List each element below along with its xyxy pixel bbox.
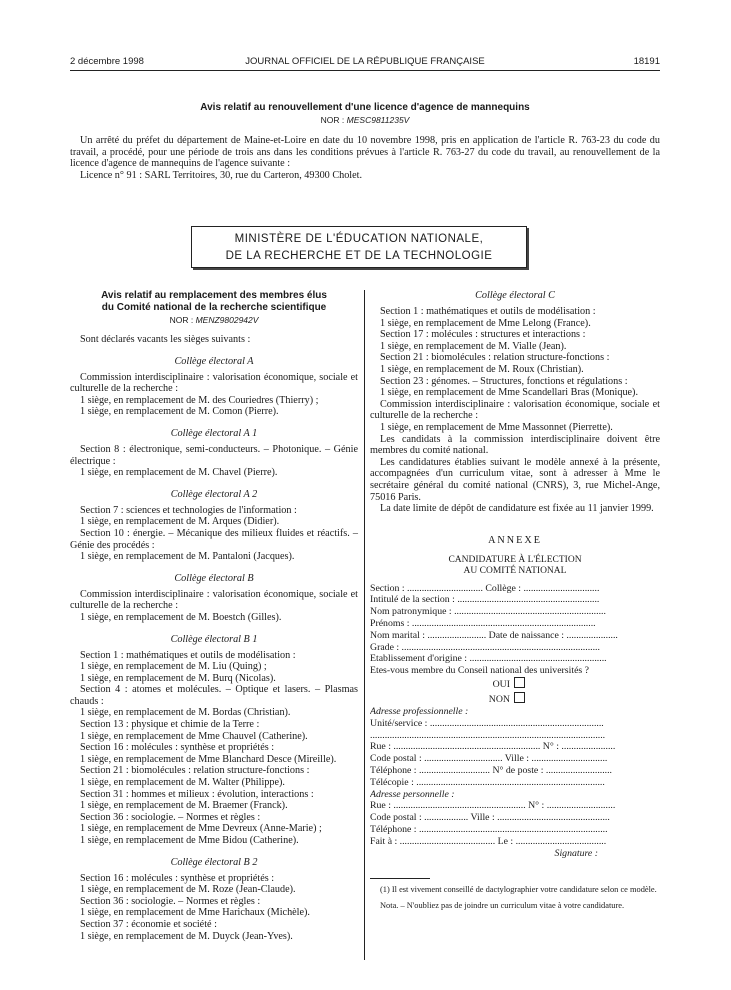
list-item: 1 siège, en remplacement de M. Pantaloni (Jacques). <box>80 551 295 563</box>
issue-date: 2 décembre 1998 <box>70 56 144 67</box>
list-item: Section 1 : mathématiques et outils de modélisation : <box>80 649 296 661</box>
list-item: Commission interdisciplinaire : valorisation économique, sociale et culturelle de la recherche : <box>70 588 358 612</box>
list-item: Section 17 : molécules : structures et interactions : <box>380 329 586 341</box>
list-item: 1 siège, en remplacement de M. Duyck (Jean-Yves). <box>80 930 293 942</box>
form-field-code-postal[interactable]: Code postal : ................................ Ville : ............................... <box>370 753 608 765</box>
list-item: 1 siège, en remplacement de Mme Bidou (Catherine). <box>80 835 299 846</box>
list-item: 1 siège, en remplacement de M. Bordas (Christian). <box>80 707 291 719</box>
form-field-nom-marital[interactable]: Nom marital : ........................ Date de naissance : ..................... <box>370 629 618 641</box>
intro-text: Sont déclarés vacants les sièges suivants : <box>80 334 251 345</box>
form-field-etablissement[interactable]: Etablissement d'origine : ........................................................ <box>370 653 607 665</box>
college-heading: Collège électoral A 2 <box>170 488 258 500</box>
list-item: 1 siège, en remplacement de M. Walter (Philippe). <box>80 777 285 789</box>
checkbox-icon[interactable] <box>514 677 525 688</box>
list-item: Section 21 : biomolécules : relation structure-fonctions : <box>80 765 310 777</box>
list-item: Section 21 : biomolécules : relation structure-fonctions : <box>380 352 610 364</box>
form-field-prenoms[interactable]: Prénoms : ........................................................................... <box>370 618 596 630</box>
adresse-perso-heading: Adresse personnelle : <box>370 788 455 800</box>
list-item: 1 siège, en remplacement de M. Roze (Jean-Claude). <box>80 884 296 896</box>
list-item: 1 siège, en remplacement de M. Comon (Pierre). <box>80 406 279 418</box>
college-heading: Collège électoral C <box>475 290 555 301</box>
notice-licence-entry: Licence n° 91 : SARL Territoires, 30, rue du Carteron, 49300 Cholet. <box>80 169 363 181</box>
header-rule <box>70 70 660 71</box>
list-item: 1 siège, en remplacement de M. Braemer (Franck). <box>80 800 288 812</box>
list-item: 1 siège, en remplacement de Mme Scandellari Bras (Monique). <box>380 387 638 399</box>
form-field-section[interactable]: Section : ............................... Collège : ............................... <box>370 582 600 594</box>
list-item: 1 siège, en remplacement de Mme Chauvel (Catherine). <box>80 730 308 742</box>
cnu-question: Etes-vous membre du Conseil national des universités ? <box>370 665 590 677</box>
page-header <box>70 56 660 70</box>
list-item: Section 1 : mathématiques et outils de modélisation : <box>380 306 596 317</box>
form-field-fait[interactable]: Fait à : ....................................... Le : ..................................... <box>370 835 607 847</box>
list-item: Section 10 : énergie. – Mécanique des milieux fluides et réactifs. – Génie des procédés : <box>70 527 358 551</box>
college-heading: Collège électoral B <box>174 572 254 584</box>
form-field-code-postal-perso[interactable]: Code postal : .................. Ville : .............................................. <box>370 812 610 824</box>
form-field-grade[interactable]: Grade : ................................................................................. <box>370 641 600 653</box>
college-heading: Collège électoral B 2 <box>170 856 258 868</box>
form-field-nom[interactable]: Nom patronymique : .............................................................. <box>370 606 606 618</box>
list-item: 1 siège, en remplacement de M. Boestch (Gilles). <box>80 611 282 623</box>
list-item: 1 siège, en remplacement de M. Vialle (Jean). <box>380 340 567 352</box>
notice-cnrs-nor: NOR : MENZ9802942V <box>169 315 259 325</box>
page-number: 18191 <box>633 56 660 67</box>
paragraph: Les candidats à la commission interdisciplinaire doivent être membres du comité national. <box>370 433 660 457</box>
notice-licence-title: Avis relatif au renouvellement d'une licence d'agence de mannequins <box>200 102 530 113</box>
list-item: 1 siège, en remplacement de M. Roux (Christian). <box>380 363 584 375</box>
signature-label: Signature : <box>554 847 598 859</box>
form-field-telephone[interactable]: Téléphone : ............................. N° de poste : ........................... <box>370 765 613 777</box>
list-item: Commission interdisciplinaire : valorisation économique, sociale et culturelle de la recherche : <box>70 371 358 395</box>
college-heading: Collège électoral A <box>174 355 254 367</box>
notice-licence-nor: NOR : MESC9811235V <box>320 115 410 125</box>
footnote-nota: Nota. – N'oubliez pas de joindre un curriculum vitae à votre candidature. <box>380 900 625 910</box>
candidature-title: CANDIDATURE À L'ÉLECTION AU COMITÉ NATIONAL <box>448 554 582 576</box>
checkbox-oui[interactable]: OUI <box>370 677 660 692</box>
list-item: 1 siège, en remplacement de Mme Harichaux (Michèle). <box>80 907 310 919</box>
right-column <box>370 290 660 917</box>
checkbox-non[interactable]: NON <box>370 692 660 707</box>
footnote-rule <box>370 878 430 879</box>
form-field-rue-perso[interactable]: Rue : ...................................................... N° : ............................ <box>370 800 616 812</box>
list-item: Section 4 : atomes et molécules. – Optique et lasers. – Plasmas chauds : <box>70 684 358 707</box>
annexe-title: ANNEXE <box>488 534 542 546</box>
college-heading: Collège électoral B 1 <box>170 633 258 645</box>
list-item: 1 siège, en remplacement de M. Liu (Quing) ; <box>80 661 267 673</box>
list-item: Section 36 : sociologie. – Normes et règles : <box>80 811 261 823</box>
footnote-1: (1) Il est vivement conseillé de dactylographier votre candidature selon ce modèle. <box>380 884 657 894</box>
list-item: 1 siège, en remplacement de Mme Massonnet (Pierrette). <box>380 421 613 433</box>
checkbox-icon[interactable] <box>514 692 525 703</box>
notice-licence <box>70 102 660 181</box>
form-field-blank[interactable]: ................................................................................................ <box>370 729 606 741</box>
notice-licence-body: Un arrêté du préfet du département de Maine-et-Loire en date du 10 novembre 1998, pris en application de l'article R. 763-23 du code du travail, a procédé, pour une période de trois ans dans les conditions prévues à l'article R. 763-27 du code du travail, au renouvellement de la licence d'agence de mannequins de l'agence suivante : <box>70 135 660 170</box>
list-item: 1 siège, en remplacement de Mme Lelong (France). <box>380 317 591 329</box>
list-item: 1 siège, en remplacement de M. Arques (Didier). <box>80 516 280 528</box>
column-divider <box>364 290 365 960</box>
list-item: Section 13 : physique et chimie de la Terre : <box>80 719 260 731</box>
form-field-intitule[interactable]: Intitulé de la section : .......................................................... <box>370 594 600 606</box>
list-item: Section 16 : molécules : synthèse et propriétés : <box>80 742 275 754</box>
list-item: 1 siège, en remplacement de M. des Couriedres (Thierry) ; <box>80 394 319 406</box>
list-item: Section 7 : sciences et technologies de l'information : <box>80 504 297 516</box>
list-item: 1 siège, en remplacement de M. Chavel (Pierre). <box>80 467 278 479</box>
form-field-unite[interactable]: Unité/service : ....................................................................... <box>370 717 604 729</box>
paragraph: La date limite de dépôt de candidature est fixée au 11 janvier 1999. <box>380 503 654 515</box>
college-heading: Collège électoral A 1 <box>170 427 258 439</box>
list-item: 1 siège, en remplacement de Mme Blanchard Desce (Mireille). <box>80 753 337 765</box>
list-item: 1 siège, en remplacement de M. Burq (Nicolas). <box>80 672 276 684</box>
list-item: Section 23 : génomes. – Structures, fonctions et régulations : <box>380 375 628 387</box>
adresse-pro-heading: Adresse professionnelle : <box>370 706 469 718</box>
form-field-rue[interactable]: Rue : ............................................................ N° : ...................... <box>370 741 616 753</box>
list-item: 1 siège, en remplacement de Mme Devreux (Anne-Marie) ; <box>80 823 322 835</box>
list-item: Section 37 : économie et société : <box>80 918 217 930</box>
list-item: Section 8 : électronique, semi-conducteurs. – Photonique. – Génie électrique : <box>70 443 358 467</box>
notice-cnrs-title: Avis relatif au remplacement des membres élus du Comité national de la recherche scientifique <box>101 290 327 313</box>
left-column <box>70 290 358 942</box>
list-item: Section 36 : sociologie. – Normes et règles : <box>80 895 261 907</box>
journal-name: JOURNAL OFFICIEL DE LA RÉPUBLIQUE FRANÇAISE <box>245 56 485 67</box>
list-item: Commission interdisciplinaire : valorisation économique, sociale et culturelle de la recherche : <box>370 398 660 422</box>
paragraph: Les candidatures établies suivant le modèle annexé à la présente, accompagnées d'un curriculum vitae, sont à adresser à Mme le secrétaire général du comité national (CNRS), 3, rue Michel-Ange, 75016 Paris. <box>370 456 660 503</box>
ministry-heading: MINISTÈRE DE L'ÉDUCATION NATIONALE, DE LA RECHERCHE ET DE LA TECHNOLOGIE <box>191 226 527 268</box>
form-field-telephone-perso[interactable]: Téléphone : ............................................................................. <box>370 824 608 836</box>
list-item: Section 31 : hommes et milieux : évolution, interactions : <box>80 788 314 800</box>
form-field-telecopie[interactable]: Télécopie : ............................................................................. <box>370 776 605 788</box>
list-item: Section 16 : molécules : synthèse et propriétés : <box>80 872 275 884</box>
